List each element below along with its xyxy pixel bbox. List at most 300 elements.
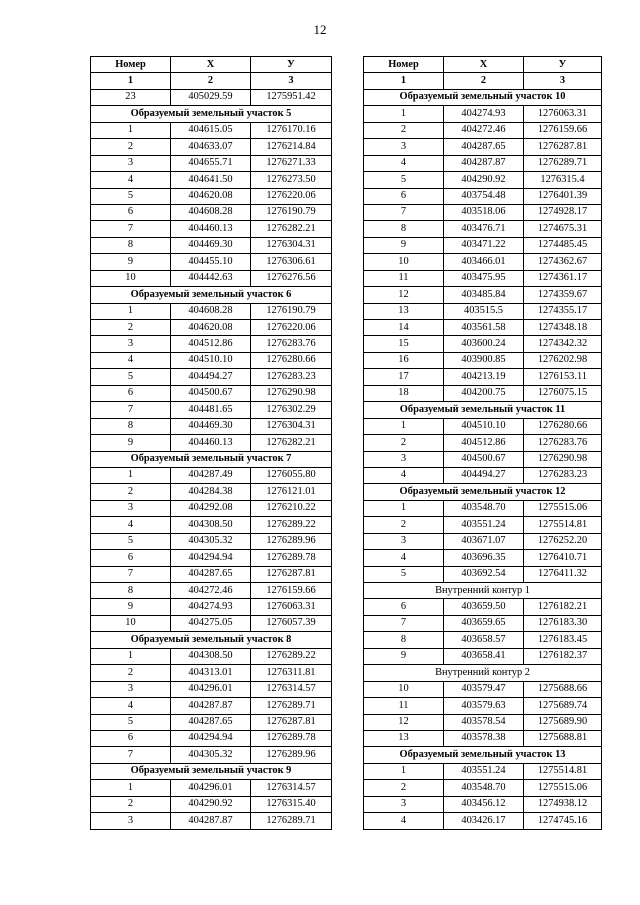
y-coordinate-cell: 1276289.78 xyxy=(251,550,332,566)
x-coordinate-cell: 404308.50 xyxy=(171,648,251,664)
y-coordinate-cell: 1275951.42 xyxy=(251,89,332,105)
table-row xyxy=(91,665,332,681)
table-row xyxy=(364,467,602,483)
table-row xyxy=(91,796,332,812)
point-number-cell: 1 xyxy=(91,467,171,483)
y-coordinate-cell: 1276280.66 xyxy=(524,418,602,434)
table-row xyxy=(91,172,332,188)
table-row xyxy=(364,287,602,303)
table-row xyxy=(91,155,332,171)
table-row xyxy=(91,204,332,220)
x-coordinate-cell: 403426.17 xyxy=(444,813,524,829)
x-coordinate-cell: 404500.67 xyxy=(171,385,251,401)
column-index-1: 1 xyxy=(364,73,444,89)
y-coordinate-cell: 1276271.33 xyxy=(251,155,332,171)
header-number: Номер xyxy=(91,57,171,73)
section-heading-row xyxy=(91,106,332,122)
y-coordinate-cell: 1276289.96 xyxy=(251,533,332,549)
point-number-cell: 11 xyxy=(364,698,444,714)
x-coordinate-cell: 404287.65 xyxy=(171,566,251,582)
x-coordinate-cell: 404284.38 xyxy=(171,484,251,500)
table-row xyxy=(91,615,332,631)
inner-contour-row xyxy=(364,665,602,681)
point-number-cell: 7 xyxy=(91,402,171,418)
point-number-cell: 7 xyxy=(364,204,444,220)
table-row xyxy=(91,303,332,319)
y-coordinate-cell: 1275688.81 xyxy=(524,730,602,746)
column-index-2: 2 xyxy=(171,73,251,89)
table-row xyxy=(364,517,602,533)
x-coordinate-cell: 403548.70 xyxy=(444,780,524,796)
point-number-cell: 3 xyxy=(91,155,171,171)
header-row xyxy=(91,57,332,73)
y-coordinate-cell: 1275688.66 xyxy=(524,681,602,697)
y-coordinate-cell: 1275689.74 xyxy=(524,698,602,714)
x-coordinate-cell: 403754.48 xyxy=(444,188,524,204)
x-coordinate-cell: 404510.10 xyxy=(171,352,251,368)
point-number-cell: 14 xyxy=(364,320,444,336)
x-coordinate-cell: 404292.08 xyxy=(171,500,251,516)
point-number-cell: 8 xyxy=(364,221,444,237)
column-index-1: 1 xyxy=(91,73,171,89)
x-coordinate-cell: 404213.19 xyxy=(444,369,524,385)
x-coordinate-cell: 404275.05 xyxy=(171,615,251,631)
point-number-cell: 5 xyxy=(91,188,171,204)
y-coordinate-cell: 1274938.12 xyxy=(524,796,602,812)
y-coordinate-cell: 1276273.50 xyxy=(251,172,332,188)
section-heading-row xyxy=(364,484,602,500)
point-number-cell: 13 xyxy=(364,730,444,746)
x-coordinate-cell: 404620.08 xyxy=(171,188,251,204)
y-coordinate-cell: 1276304.31 xyxy=(251,418,332,434)
point-number-cell: 2 xyxy=(364,435,444,451)
point-number-cell: 7 xyxy=(91,221,171,237)
x-coordinate-cell: 403515.5 xyxy=(444,303,524,319)
x-coordinate-cell: 404512.86 xyxy=(171,336,251,352)
table-row xyxy=(91,517,332,533)
x-coordinate-cell: 404469.30 xyxy=(171,418,251,434)
y-coordinate-cell: 1274485.45 xyxy=(524,237,602,253)
x-coordinate-cell: 404460.13 xyxy=(171,221,251,237)
x-coordinate-cell: 403551.24 xyxy=(444,763,524,779)
point-number-cell: 3 xyxy=(364,533,444,549)
table-row xyxy=(91,747,332,763)
y-coordinate-cell: 1276276.56 xyxy=(251,270,332,286)
table-row xyxy=(91,369,332,385)
point-number-cell: 1 xyxy=(364,500,444,516)
x-coordinate-cell: 404274.93 xyxy=(171,599,251,615)
table-row xyxy=(91,484,332,500)
y-coordinate-cell: 1276411.32 xyxy=(524,566,602,582)
x-coordinate-cell: 404305.32 xyxy=(171,747,251,763)
x-coordinate-cell: 403658.41 xyxy=(444,648,524,664)
x-coordinate-cell: 404608.28 xyxy=(171,204,251,220)
y-coordinate-cell: 1274361.17 xyxy=(524,270,602,286)
section-heading: Образуемый земельный участок 9 xyxy=(91,763,332,779)
table-row xyxy=(364,188,602,204)
point-number-cell: 8 xyxy=(91,583,171,599)
y-coordinate-cell: 1276283.23 xyxy=(251,369,332,385)
point-number-cell: 5 xyxy=(91,714,171,730)
point-number-cell: 2 xyxy=(364,122,444,138)
point-number-cell: 6 xyxy=(364,188,444,204)
point-number-cell: 4 xyxy=(91,352,171,368)
table-row xyxy=(364,237,602,253)
y-coordinate-cell: 1276410.71 xyxy=(524,550,602,566)
y-coordinate-cell: 1276289.71 xyxy=(251,698,332,714)
section-heading: Образуемый земельный участок 10 xyxy=(364,89,602,105)
point-number-cell: 2 xyxy=(91,665,171,681)
x-coordinate-cell: 404287.87 xyxy=(171,813,251,829)
table-row xyxy=(91,320,332,336)
point-number-cell: 1 xyxy=(91,648,171,664)
table-row xyxy=(91,385,332,401)
x-coordinate-cell: 404296.01 xyxy=(171,681,251,697)
inner-contour-label: Внутренний контур 1 xyxy=(364,583,602,599)
point-number-cell: 3 xyxy=(364,139,444,155)
point-number-cell: 5 xyxy=(91,369,171,385)
table-row xyxy=(364,730,602,746)
section-heading-row xyxy=(364,402,602,418)
x-coordinate-cell: 404287.87 xyxy=(444,155,524,171)
table-row xyxy=(364,270,602,286)
table-row xyxy=(364,566,602,582)
table-row xyxy=(364,615,602,631)
inner-contour-label: Внутренний контур 2 xyxy=(364,665,602,681)
x-coordinate-cell: 403456.12 xyxy=(444,796,524,812)
table-row xyxy=(364,106,602,122)
table-row xyxy=(364,813,602,829)
section-heading: Образуемый земельный участок 13 xyxy=(364,747,602,763)
table-row xyxy=(364,172,602,188)
point-number-cell: 1 xyxy=(364,418,444,434)
section-heading-row xyxy=(364,89,602,105)
y-coordinate-cell: 1275689.90 xyxy=(524,714,602,730)
y-coordinate-cell: 1276306.61 xyxy=(251,254,332,270)
point-number-cell: 2 xyxy=(91,320,171,336)
x-coordinate-cell: 403900.85 xyxy=(444,352,524,368)
x-coordinate-cell: 404455.10 xyxy=(171,254,251,270)
table-row xyxy=(91,813,332,829)
y-coordinate-cell: 1276182.21 xyxy=(524,599,602,615)
table-row xyxy=(91,648,332,664)
table-row xyxy=(364,714,602,730)
point-number-cell: 18 xyxy=(364,385,444,401)
section-heading-row xyxy=(364,747,602,763)
y-coordinate-cell: 1276282.21 xyxy=(251,435,332,451)
y-coordinate-cell: 1276290.98 xyxy=(524,451,602,467)
table-row xyxy=(91,402,332,418)
point-number-cell: 10 xyxy=(364,254,444,270)
section-heading-row xyxy=(91,451,332,467)
y-coordinate-cell: 1275515.06 xyxy=(524,780,602,796)
section-heading-row xyxy=(91,287,332,303)
point-number-cell: 2 xyxy=(91,139,171,155)
table-row xyxy=(91,270,332,286)
x-coordinate-cell: 403561.58 xyxy=(444,320,524,336)
x-coordinate-cell: 405029.59 xyxy=(171,89,251,105)
y-coordinate-cell: 1276315.4 xyxy=(524,172,602,188)
table-row xyxy=(364,648,602,664)
table-row xyxy=(364,139,602,155)
y-coordinate-cell: 1276170.16 xyxy=(251,122,332,138)
point-number-cell: 6 xyxy=(91,385,171,401)
point-number-cell: 3 xyxy=(91,336,171,352)
table-row xyxy=(364,632,602,648)
y-coordinate-cell: 1276063.31 xyxy=(524,106,602,122)
y-coordinate-cell: 1276311.81 xyxy=(251,665,332,681)
x-coordinate-cell: 403659.50 xyxy=(444,599,524,615)
point-number-cell: 12 xyxy=(364,714,444,730)
header-number: Номер xyxy=(364,57,444,73)
point-number-cell: 2 xyxy=(91,796,171,812)
x-coordinate-cell: 404633.07 xyxy=(171,139,251,155)
y-coordinate-cell: 1276220.06 xyxy=(251,188,332,204)
x-coordinate-cell: 404290.92 xyxy=(444,172,524,188)
header-y: У xyxy=(524,57,602,73)
point-number-cell: 6 xyxy=(91,730,171,746)
point-number-cell: 4 xyxy=(364,550,444,566)
y-coordinate-cell: 1275514.81 xyxy=(524,763,602,779)
y-coordinate-cell: 1276282.21 xyxy=(251,221,332,237)
column-index-2: 2 xyxy=(444,73,524,89)
header-row xyxy=(364,57,602,73)
point-number-cell: 6 xyxy=(91,550,171,566)
y-coordinate-cell: 1276289.22 xyxy=(251,648,332,664)
table-row xyxy=(364,385,602,401)
table-row xyxy=(364,122,602,138)
y-coordinate-cell: 1276183.30 xyxy=(524,615,602,631)
table-row xyxy=(91,698,332,714)
coordinates-table-left xyxy=(90,56,332,830)
point-number-cell: 3 xyxy=(364,796,444,812)
x-coordinate-cell: 403671.07 xyxy=(444,533,524,549)
y-coordinate-cell: 1276153.11 xyxy=(524,369,602,385)
point-number-cell: 4 xyxy=(364,155,444,171)
point-number-cell: 5 xyxy=(364,172,444,188)
x-coordinate-cell: 403551.24 xyxy=(444,517,524,533)
y-coordinate-cell: 1275514.81 xyxy=(524,517,602,533)
table-row xyxy=(364,780,602,796)
x-coordinate-cell: 404615.05 xyxy=(171,122,251,138)
point-number-cell: 23 xyxy=(91,89,171,105)
table-row xyxy=(91,435,332,451)
point-number-cell: 11 xyxy=(364,270,444,286)
y-coordinate-cell: 1276287.81 xyxy=(251,714,332,730)
y-coordinate-cell: 1276401.39 xyxy=(524,188,602,204)
y-coordinate-cell: 1276121.01 xyxy=(251,484,332,500)
x-coordinate-cell: 403466.01 xyxy=(444,254,524,270)
y-coordinate-cell: 1276302.29 xyxy=(251,402,332,418)
table-row xyxy=(91,467,332,483)
y-coordinate-cell: 1275515.06 xyxy=(524,500,602,516)
table-row xyxy=(364,155,602,171)
y-coordinate-cell: 1274348.18 xyxy=(524,320,602,336)
point-number-cell: 4 xyxy=(91,172,171,188)
x-coordinate-cell: 404442.63 xyxy=(171,270,251,286)
coordinates-table-right xyxy=(363,56,602,830)
y-coordinate-cell: 1274675.31 xyxy=(524,221,602,237)
inner-contour-row xyxy=(364,583,602,599)
section-heading: Образуемый земельный участок 8 xyxy=(91,632,332,648)
point-number-cell: 7 xyxy=(91,747,171,763)
point-number-cell: 1 xyxy=(364,106,444,122)
y-coordinate-cell: 1276314.57 xyxy=(251,780,332,796)
header-x: X xyxy=(444,57,524,73)
x-coordinate-cell: 404481.65 xyxy=(171,402,251,418)
y-coordinate-cell: 1276290.98 xyxy=(251,385,332,401)
y-coordinate-cell: 1276159.66 xyxy=(524,122,602,138)
point-number-cell: 6 xyxy=(91,204,171,220)
x-coordinate-cell: 403476.71 xyxy=(444,221,524,237)
point-number-cell: 10 xyxy=(91,615,171,631)
x-coordinate-cell: 403548.70 xyxy=(444,500,524,516)
table-row xyxy=(91,352,332,368)
table-row xyxy=(91,566,332,582)
y-coordinate-cell: 1276210.22 xyxy=(251,500,332,516)
x-coordinate-cell: 404500.67 xyxy=(444,451,524,467)
column-index-row xyxy=(364,73,602,89)
x-coordinate-cell: 404287.87 xyxy=(171,698,251,714)
x-coordinate-cell: 403659.65 xyxy=(444,615,524,631)
table-row xyxy=(364,500,602,516)
point-number-cell: 10 xyxy=(91,270,171,286)
x-coordinate-cell: 404274.93 xyxy=(444,106,524,122)
point-number-cell: 8 xyxy=(364,632,444,648)
y-coordinate-cell: 1276252.20 xyxy=(524,533,602,549)
x-coordinate-cell: 403579.47 xyxy=(444,681,524,697)
point-number-cell: 7 xyxy=(364,615,444,631)
table-row xyxy=(364,763,602,779)
y-coordinate-cell: 1276287.81 xyxy=(251,566,332,582)
table-row xyxy=(91,336,332,352)
y-coordinate-cell: 1276304.31 xyxy=(251,237,332,253)
table-row xyxy=(364,369,602,385)
x-coordinate-cell: 404510.10 xyxy=(444,418,524,434)
x-coordinate-cell: 404494.27 xyxy=(444,467,524,483)
section-heading-row xyxy=(91,632,332,648)
y-coordinate-cell: 1276289.96 xyxy=(251,747,332,763)
point-number-cell: 4 xyxy=(364,467,444,483)
x-coordinate-cell: 404620.08 xyxy=(171,320,251,336)
x-coordinate-cell: 404294.94 xyxy=(171,550,251,566)
y-coordinate-cell: 1276159.66 xyxy=(251,583,332,599)
point-number-cell: 8 xyxy=(91,418,171,434)
x-coordinate-cell: 403578.38 xyxy=(444,730,524,746)
table-row xyxy=(364,254,602,270)
table-row xyxy=(364,796,602,812)
point-number-cell: 9 xyxy=(364,648,444,664)
table-row xyxy=(364,451,602,467)
x-coordinate-cell: 403692.54 xyxy=(444,566,524,582)
y-coordinate-cell: 1276055.80 xyxy=(251,467,332,483)
point-number-cell: 1 xyxy=(364,763,444,779)
x-coordinate-cell: 404200.75 xyxy=(444,385,524,401)
column-index-row xyxy=(91,73,332,89)
point-number-cell: 13 xyxy=(364,303,444,319)
section-heading: Образуемый земельный участок 11 xyxy=(364,402,602,418)
point-number-cell: 3 xyxy=(364,451,444,467)
x-coordinate-cell: 404512.86 xyxy=(444,435,524,451)
y-coordinate-cell: 1276289.71 xyxy=(251,813,332,829)
point-number-cell: 2 xyxy=(364,517,444,533)
point-number-cell: 2 xyxy=(364,780,444,796)
x-coordinate-cell: 404460.13 xyxy=(171,435,251,451)
x-coordinate-cell: 403518.06 xyxy=(444,204,524,220)
table-row xyxy=(91,237,332,253)
table-row xyxy=(91,418,332,434)
point-number-cell: 3 xyxy=(91,813,171,829)
x-coordinate-cell: 403471.22 xyxy=(444,237,524,253)
y-coordinate-cell: 1276314.57 xyxy=(251,681,332,697)
table-row xyxy=(91,89,332,105)
x-coordinate-cell: 404655.71 xyxy=(171,155,251,171)
table-row xyxy=(364,418,602,434)
y-coordinate-cell: 1274362.67 xyxy=(524,254,602,270)
header-x: X xyxy=(171,57,251,73)
point-number-cell: 3 xyxy=(91,500,171,516)
y-coordinate-cell: 1276283.76 xyxy=(251,336,332,352)
table-row xyxy=(364,533,602,549)
x-coordinate-cell: 404287.65 xyxy=(171,714,251,730)
x-coordinate-cell: 403475.95 xyxy=(444,270,524,286)
table-row xyxy=(364,221,602,237)
x-coordinate-cell: 403579.63 xyxy=(444,698,524,714)
x-coordinate-cell: 404305.32 xyxy=(171,533,251,549)
point-number-cell: 4 xyxy=(91,698,171,714)
table-row xyxy=(364,599,602,615)
x-coordinate-cell: 404290.92 xyxy=(171,796,251,812)
table-row xyxy=(91,254,332,270)
column-index-3: 3 xyxy=(524,73,602,89)
table-row xyxy=(364,435,602,451)
table-row xyxy=(91,550,332,566)
y-coordinate-cell: 1276283.23 xyxy=(524,467,602,483)
x-coordinate-cell: 404469.30 xyxy=(171,237,251,253)
table-row xyxy=(364,303,602,319)
point-number-cell: 15 xyxy=(364,336,444,352)
section-heading: Образуемый земельный участок 5 xyxy=(91,106,332,122)
point-number-cell: 9 xyxy=(91,435,171,451)
table-row xyxy=(91,139,332,155)
point-number-cell: 9 xyxy=(91,599,171,615)
column-index-3: 3 xyxy=(251,73,332,89)
y-coordinate-cell: 1274355.17 xyxy=(524,303,602,319)
section-heading-row xyxy=(91,763,332,779)
y-coordinate-cell: 1276202.98 xyxy=(524,352,602,368)
table-row xyxy=(91,780,332,796)
y-coordinate-cell: 1276289.78 xyxy=(251,730,332,746)
x-coordinate-cell: 403485.84 xyxy=(444,287,524,303)
x-coordinate-cell: 403600.24 xyxy=(444,336,524,352)
y-coordinate-cell: 1276283.76 xyxy=(524,435,602,451)
section-heading: Образуемый земельный участок 12 xyxy=(364,484,602,500)
point-number-cell: 4 xyxy=(91,517,171,533)
table-row xyxy=(364,320,602,336)
table-row xyxy=(364,681,602,697)
y-coordinate-cell: 1276287.81 xyxy=(524,139,602,155)
point-number-cell: 6 xyxy=(364,599,444,615)
table-row xyxy=(364,550,602,566)
y-coordinate-cell: 1276182.37 xyxy=(524,648,602,664)
y-coordinate-cell: 1276190.79 xyxy=(251,303,332,319)
point-number-cell: 1 xyxy=(91,780,171,796)
table-row xyxy=(91,533,332,549)
x-coordinate-cell: 404272.46 xyxy=(171,583,251,599)
y-coordinate-cell: 1274928.17 xyxy=(524,204,602,220)
x-coordinate-cell: 404287.65 xyxy=(444,139,524,155)
table-row xyxy=(91,599,332,615)
